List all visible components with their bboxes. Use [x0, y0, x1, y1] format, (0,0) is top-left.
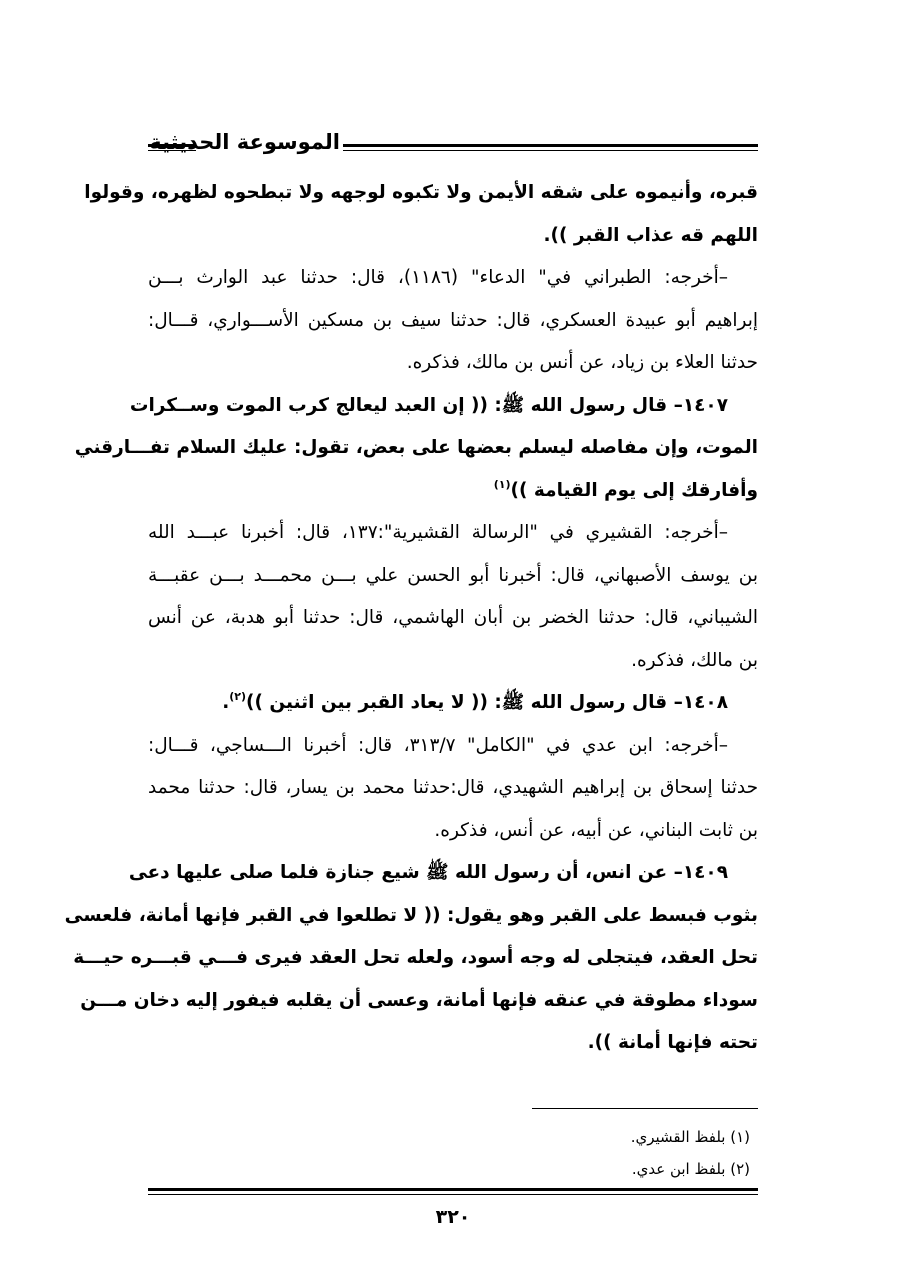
text-line: [148, 512, 758, 555]
text-line-content: بثوب فبسط على القبر وهو يقول: (( لا تطلعوا في القبر فإنها أمانة، فلعسى: [64, 904, 758, 926]
bottom-rule: [148, 1188, 758, 1191]
page-header: [148, 122, 758, 166]
text-line: [148, 257, 758, 300]
text-line-content: بن يوسف الأصبهاني، قال: أخبرنا أبو الحسن علي بـــن محمـــد بـــن عقبـــة: [148, 564, 758, 586]
header-rule-right: [343, 144, 758, 147]
text-line: [64, 895, 758, 938]
header-title: الموسوعة الحديثية: [149, 130, 340, 154]
text-line: [148, 470, 758, 513]
text-line: [148, 215, 758, 258]
text-line: [73, 937, 758, 980]
text-line-content: تحل العقد، فيتجلى له وجه أسود، ولعله تحل العقد فيرى فـــي قبـــره حيـــة: [73, 947, 758, 968]
body-text: [64, 172, 758, 1065]
footnote-separator: [532, 1108, 758, 1109]
text-line: [148, 1022, 758, 1065]
text-line-content: إبراهيم أبو عبيدة العسكري، قال: حدثنا سيف بن مسكين الأســـواري، قـــال:: [148, 309, 758, 331]
text-line-content: سوداء مطوقة في عنقه فإنها أمانة، وعسى أن يقلبه فيفور إليه دخان مـــن: [80, 989, 758, 1011]
text-line-content: اللهم قه عذاب القبر )).: [543, 224, 758, 246]
text-line-content: تحته فإنها أمانة )).: [587, 1032, 758, 1053]
text-line: [148, 640, 758, 683]
text-line: [128, 852, 758, 895]
text-line-content: ١٤٠٧– قال رسول الله ﷺ: (( إن العبد ليعالج كرب الموت وســكرات: [129, 394, 728, 416]
text-line: [148, 300, 758, 343]
text-line-content: بن ثابت البناني، عن أبيه، عن أنس، فذكره.: [434, 819, 758, 841]
text-line: [129, 385, 758, 428]
footnote-marker: (٢): [229, 690, 247, 703]
text-line: [148, 597, 758, 640]
text-line-content: –أخرجه: القشيري في "الرسالة القشيرية":١٣٧، قال: أخبرنا عبـــد الله: [148, 522, 728, 543]
text-line-content: وأفارقك إلى يوم القيامة )): [510, 479, 758, 501]
footnote-1: (١) بلفظ القشيري.: [630, 1128, 750, 1146]
text-line-content: ١٤٠٩– عن انس، أن رسول الله ﷺ شيع جنازة فلما صلى عليها دعى: [128, 862, 728, 883]
text-line: [80, 980, 758, 1023]
text-line: [74, 427, 758, 470]
text-line-content: –أخرجه: الطبراني في" الدعاء" (١١٨٦)، قال: حدثنا عبد الوارث بـــن: [148, 267, 728, 288]
text-line-content: الشيباني، قال: حدثنا الخضر بن أبان الهاشمي، قال: حدثنا أبو هدبة، عن أنس: [148, 607, 758, 628]
text-line-content: حدثنا العلاء بن زياد، عن أنس بن مالك، فذكره.: [406, 352, 758, 373]
text-line-content: –أخرجه: ابن عدي في "الكامل" ٣١٣/٧، قال: أخبرنا الـــساجي، قـــال:: [148, 734, 728, 756]
text-line-content: بن مالك، فذكره.: [631, 649, 758, 671]
text-line-content: ١٤٠٨– قال رسول الله ﷺ: (( لا يعاد القبر بين اثنين )): [246, 692, 728, 713]
footnote-marker: (١): [493, 477, 511, 491]
page-number: ٣٢٠: [435, 1206, 471, 1228]
text-line: [148, 682, 758, 725]
text-line: [148, 555, 758, 598]
text-line: [148, 342, 758, 385]
trailing-punctuation: .: [222, 692, 230, 713]
text-line-content: قبره، وأنيموه على شقه الأيمن ولا تكبوه لوجهه ولا تبطحوه لظهره، وقولوا: [84, 182, 758, 203]
text-line: [84, 172, 758, 215]
text-line: [148, 810, 758, 853]
text-line: [148, 767, 758, 810]
footnote-2: (٢) بلفظ ابن عدي.: [631, 1160, 750, 1178]
text-line: [148, 725, 758, 768]
text-line-content: حدثنا إسحاق بن إبراهيم الشهيدي، قال:حدثنا محمد بن يسار، قال: حدثنا محمد: [148, 777, 758, 798]
text-line-content: الموت، وإن مفاصله ليسلم بعضها على بعض، تقول: عليك السلام تفـــارقني: [74, 437, 758, 458]
